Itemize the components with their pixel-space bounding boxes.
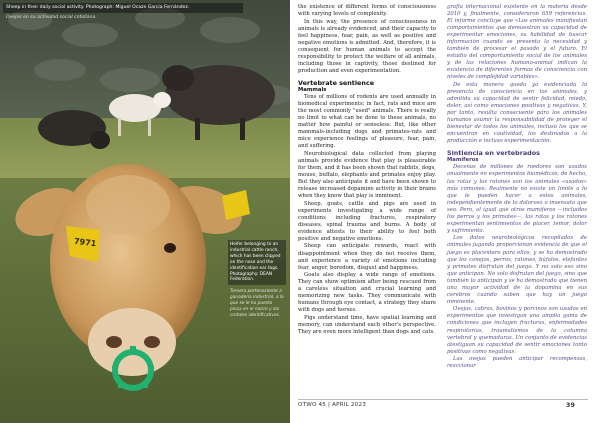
caption-english: Sheep in their daily social activity. Photograph: Miguel Ocaze García Fernández.	[3, 3, 243, 13]
spanish-column	[447, 4, 587, 371]
paragraph: De esta manera queda ya evidenciada la presencia de consciencia en los animales, y admitida su capacidad de sentir felicidad, miedo, dolor, así como emociones positivas y negativas. Y, por tanto, resulta consecuente para los animales humanos asumir la responsabilidad de proteger el bienestar de todos los animales, incluso los que se encuentran en cautividad, los destinados a la producción e incluso experimentación.	[447, 82, 587, 145]
photo-caption-right	[228, 240, 286, 319]
paragraph: grafía internacional existente en la materia desde 2010 y, finalmente, consideraron 659 referencias. El informe concluye que «Los animales manifiestan comportamientos que demuestran su capacidad de experimentar emociones, su habilidad de buscar información cuando se presenta la necesidad y también de procesar el pasado y el futuro. El estudio del comportamiento social de los animales y de las relaciones humano-animal indican la existencia de diferentes formas de consciencia con niveles de complejidad variables».	[447, 4, 587, 81]
paragraph: Ovejas, cabras, bovinos y porcinos son usados en experimentos que investigan una amplia gama de condiciones que incluyen fracturas, enfermedades respiratorias, traumatismos de la columna vertebral y quemaduras. Un conjunto de evidencias atestiguan su capacidad de sentir emociones tanto positivas como negativas.	[447, 306, 587, 355]
section-subheading: Mamíferos	[447, 157, 479, 164]
heifer-and-sheep-photo	[0, 0, 290, 423]
caption-english: Heifer belonging to an industrial cattle ranch, which has been clipped on the nose and the identification ear tags. Photography: DEAN Federation.	[228, 240, 286, 285]
paragraph: Las ovejas pueden anticipar recompensas, reaccionar	[447, 356, 587, 370]
ear-tag-number: 7971	[73, 236, 97, 249]
paragraph: Goats also display a wide range of emotions. They can show optimism after being rescued from a careless situation and crucial learning and memorizing new tasks. They communicate with humans through eye contact, a strategy they share with dogs and horses.	[298, 272, 436, 314]
caption-spanish: Ternera perteneciente a ganadería industrial, a la que se le ha puesto pinza en el morro y los crotales identificativos.	[230, 289, 284, 318]
caption-spanish: Ovejas en su actividad social cotidiana.	[6, 15, 97, 21]
paragraph: Pigs understand time, have spatial learning and memory, can understand each other's perspective. They are even more intelligent than dogs and cats.	[298, 314, 436, 336]
section-heading: Vertebrate sentience	[298, 78, 375, 87]
paragraph: In this way, the presence of consciousness in animals is already evidenced, and their capacity to feel happiness, fear, pain, as well as positive and negative emotions is admitted. And, therefore, it is consequent for human animals to accept the responsibility to protect the welfare of all animals, including those in captivity, those destined for production and even experimentation.	[298, 18, 436, 74]
section-heading: Sintiencia en vertebrados	[447, 149, 540, 158]
section-subheading: Mammals	[298, 86, 327, 93]
paragraph: the existence of different forms of consciousness with varying levels of complexity.	[298, 4, 436, 18]
paragraph: Tens of millions of rodents are used annually in biomedical experiments; in fact, rats and mice are the most commonly "used" animals. There is really no limit to what can be done to these animals, no matter how painful or senseless. But, like other mammals-including dogs and primates-rats and mice experience feelings of pleasure, fear, pain, and suffering.	[298, 93, 436, 150]
footer-issue: OTWO 45 | APRIL 2023	[298, 402, 366, 408]
paragraph: Los datos neurobiológicos recopilados de animales jugando proporcionan evidencia de que el juego es placentero para ellos, y se ha demostrado que los conejos, perros, ratones, búfalos, elefantes y primates disfrutan del juego. Y no solo eso sino que anticipan. No solo disfrutan del juego, sino que también lo anticipan y se ha demostrado que tienen una mayor actividad de la dopamina en sus cerebros cuando saben que hay un juego inminente.	[447, 235, 587, 305]
english-column	[298, 4, 436, 337]
paragraph: Neurobiological data collected from playing animals provide evidence that play is pleasurable for them, and it has been shown that rabbits, dogs, mouse, buffalo, elephants and primates enjoy play. But they also anticipate it and have been shown to release increased dopamine activity in their brains when they know that play is imminent.	[298, 150, 436, 200]
photo-caption-top	[3, 3, 243, 21]
footer-divider	[298, 399, 588, 400]
paragraph: Sheep can anticipate rewards, react with disappointment when they do not receive them, and experience a variety of emotions including fear, anger, boredom, disgust and happiness.	[298, 243, 436, 271]
paragraph: Decenas de millones de roedores son usados anualmente en experimentos biomédicos; de hecho, las ratas y los ratones son los animales «usados» más comunes. Realmente no existe un límite a lo que le pueden hacer a estos animales, independientemente de lo doloroso o insensato que sea. Pero, al igual que otros mamíferos —incluidos los perros y los primates—, las ratas y los ratones experimentan sentimientos de placer, temor, dolor y sufrimiento.	[447, 164, 587, 234]
photo-panel	[0, 0, 290, 423]
paragraph: Sheep, goats, cattle and pigs are used in experiments investigating a wide range of conditions including fractures, respiratory diseases, spinal trauma and burns. A body of evidence attests to their ability to feel both positive and negative emotions.	[298, 200, 436, 242]
page-number: 39	[566, 402, 576, 409]
